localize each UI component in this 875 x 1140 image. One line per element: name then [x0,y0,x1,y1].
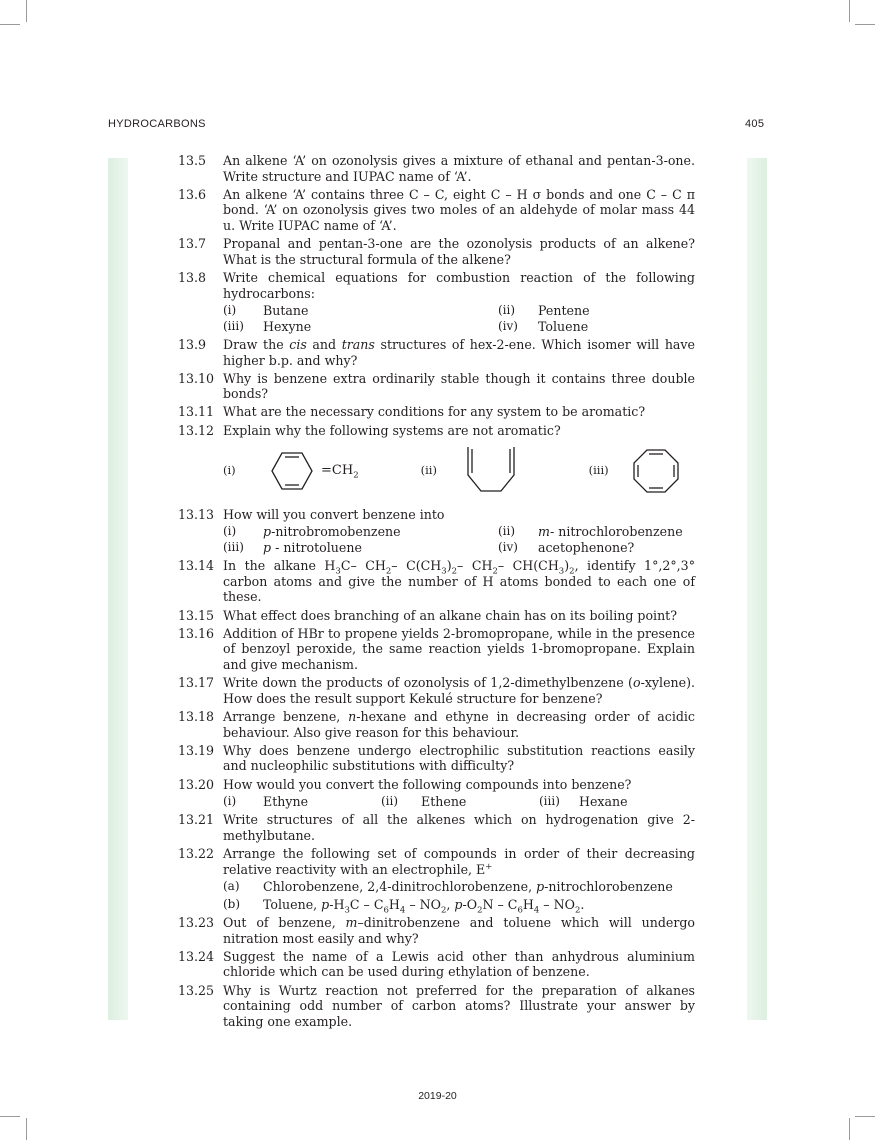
option-text: Hexane [579,794,628,810]
question-13-25 [178,983,695,1030]
question-number: 13.19 [178,742,215,758]
question-number: 13.13 [178,506,215,522]
cyclooctatetraene-structure [629,445,683,497]
crop-mark [0,1116,20,1117]
option [498,524,695,540]
option [498,540,695,556]
question-text: How would you convert the following compounds into benzene? [223,776,632,792]
option-label: (i) [223,794,237,809]
question-13-22 [178,846,695,916]
crop-mark [849,1118,850,1140]
question-text: What effect does branching of an alkane chain has on its boiling point? [223,607,677,623]
question-text: Arrange benzene, n-hexane and ethyne in decreasing order of acidic behaviour. Also give reason for this behaviour. [223,708,695,740]
question-13-12 [178,423,695,505]
question-text: In the alkane $H_3C-$ $CH_2-$ $C(CH_3)_2-$ $CH_2-$ $CH(CH_3)_2$, identify 1°,2°,3° carbon atoms and give the number of H atoms bonded to each one of these. [223,558,695,605]
question-number: 13.10 [178,370,215,386]
question-text: What are the necessary conditions for any system to be aromatic? [223,404,646,420]
option-label: (iii) [223,318,244,333]
crop-mark [855,24,875,25]
option [223,303,498,319]
question-number: 13.6 [178,186,207,202]
italic-term: trans [341,336,375,352]
question-text: Addition of HBr to propene yields 2-bromopropane, while in the presence of benzoyl peroxide, the same reaction yields 1-bromopropane. Explain and give mechanism. [223,625,695,672]
italic-term: cis [289,336,307,352]
option-text: Toluene, $p-H_3C - C_6H_4 - NO_2$, $p-O_2N - C_6H_4 - NO_2$. [263,896,585,916]
text-run: and [306,336,342,352]
option-text: Ethyne [263,794,309,810]
question-13-5 [178,153,695,184]
option-text: acetophenone? [538,540,635,556]
question-13-10 [178,371,695,402]
exercise-list [178,153,695,1032]
option-label: (iv) [498,318,518,333]
option-label: (i) [223,303,237,318]
question-text: Write chemical equations for combustion reaction of the following hydrocarbons: [223,269,695,301]
question-13-6 [178,187,695,234]
question-13-17 [178,675,695,706]
question-text: Why is benzene extra ordinarily stable though it contains three double bonds? [223,370,695,402]
question-number: 13.5 [178,153,207,168]
option-text: Toluene [538,318,589,334]
question-number: 13.11 [178,404,215,420]
question-text [223,337,695,368]
question-number: 13.23 [178,915,215,931]
question-text: Write structures of all the alkenes which on hydrogenation give 2-methylbutane. [223,812,695,843]
option-text: Pentene [538,303,590,319]
option-label: (b) [223,896,241,911]
structure-row [223,440,695,502]
question-13-24 [178,949,695,980]
option-label: (ii) [381,794,399,809]
question-number: 13.7 [178,236,207,252]
crop-mark [855,1116,875,1117]
question-13-21 [178,812,695,843]
crop-mark [849,0,850,22]
question-text: Explain why the following systems are not aromatic? [223,422,561,438]
question-number: 13.14 [178,558,215,574]
option [539,794,695,810]
footer-year: 2019-20 [418,1090,457,1102]
methylene-group: $=CH_2$ [321,463,359,482]
question-13-8 [178,270,695,334]
option [498,319,695,335]
question-13-11 [178,404,695,420]
option-grid [223,303,695,334]
question-number: 13.21 [178,812,215,828]
question-text: An alkene ‘A’ on ozonolysis gives a mixture of ethanal and pentan-3-one. Write structure and IUPAC name of ‘A’. [223,153,695,184]
option-text: Butane [263,303,309,319]
option [223,319,498,335]
option-text: Hexyne [263,318,312,334]
question-number: 13.15 [178,607,215,623]
question-number: 13.17 [178,675,215,691]
crop-mark [26,0,27,22]
structure-label: (i) [223,463,236,478]
question-number: 13.25 [178,982,215,998]
option [223,794,381,810]
question-number: 13.16 [178,625,215,641]
option-label: (iv) [498,540,518,555]
option [381,794,539,810]
text-run: Draw the [223,336,290,352]
question-text: Why is Wurtz reaction not preferred for the preparation of alkanes containing odd number of carbon atoms? Illustrate your answer by taking one example. [223,982,695,1029]
structure-label: (ii) [420,463,437,478]
question-text: How will you convert benzene into [223,506,445,522]
question-number: 13.12 [178,422,215,438]
running-header: HYDROCARBONS [108,118,206,130]
question-number: 13.22 [178,846,215,862]
question-13-9 [178,337,695,368]
question-13-20 [178,777,695,810]
option-grid [223,794,695,810]
cyclopentadiene-structure [461,445,521,497]
question-text: An alkene ‘A’ contains three C – C, eight C – H σ bonds and one C – C π bond. ‘A’ on ozonolysis gives two moles of an aldehyde of molar mass 44 u. Write IUPAC name of ‘A’. [223,186,695,233]
sub-part-b [223,896,695,916]
question-13-16 [178,626,695,673]
question-13-7 [178,236,695,267]
option-text: m- nitrochlorobenzene [538,524,683,540]
option-text: Ethene [421,794,467,810]
option-grid [223,524,695,555]
option [498,303,695,319]
question-text: Why does benzene undergo electrophilic substitution reactions easily and nucleophilic substitutions with difficulty? [223,742,695,774]
question-13-13 [178,507,695,556]
option-label: (ii) [498,303,516,318]
option-label: (ii) [498,524,516,539]
option-text: Chlorobenzene, 2,4-dinitrochlorobenzene, p-nitrochlorobenzene [263,879,673,895]
question-13-18 [178,709,695,740]
option [223,524,498,540]
question-13-23 [178,915,695,946]
margin-band-left [108,158,128,1020]
question-number: 13.20 [178,776,215,792]
question-number: 13.8 [178,269,207,285]
question-text: Write down the products of ozonolysis of 1,2-dimethylbenzene (o-xylene). How does the result support Kekulé structure for benzene? [223,675,695,706]
option-label: (i) [223,524,237,539]
sub-part-a [223,879,695,895]
question-text: Propanal and pentan-3-one are the ozonolysis products of an alkene? What is the structural formula of the alkene? [223,236,695,267]
option-text: p-nitrobromobenzene [263,524,401,540]
question-13-19 [178,743,695,774]
page-number: 405 [745,118,765,130]
option-label: (a) [223,879,240,894]
text-run: structures of hex-2-ene. Which isomer will have higher b.p. and why? [223,336,696,368]
structure-label: (iii) [588,463,609,478]
question-text: Out of benzene, m–dinitrobenzene and toluene which will undergo nitration most easily and why? [223,915,695,946]
option-text: p - nitrotoluene [263,540,362,556]
option-label: (iii) [223,540,244,555]
margin-band-right [747,158,767,1020]
option [223,540,498,556]
methylenecyclohexadiene-structure [263,445,323,497]
question-number: 13.24 [178,948,215,964]
question-number: 13.9 [178,336,207,352]
question-number: 13.18 [178,708,215,724]
crop-mark [26,1118,27,1140]
question-text: Suggest the name of a Lewis acid other than anhydrous aluminium chloride which can be used during ethylation of benzene. [223,948,695,980]
question-13-15 [178,608,695,624]
question-text: Arrange the following set of compounds in order of their decreasing relative reactivity with an electrophile, E+ [223,846,695,877]
crop-mark [0,24,20,25]
option-label: (iii) [539,794,560,809]
question-13-14 [178,558,695,605]
